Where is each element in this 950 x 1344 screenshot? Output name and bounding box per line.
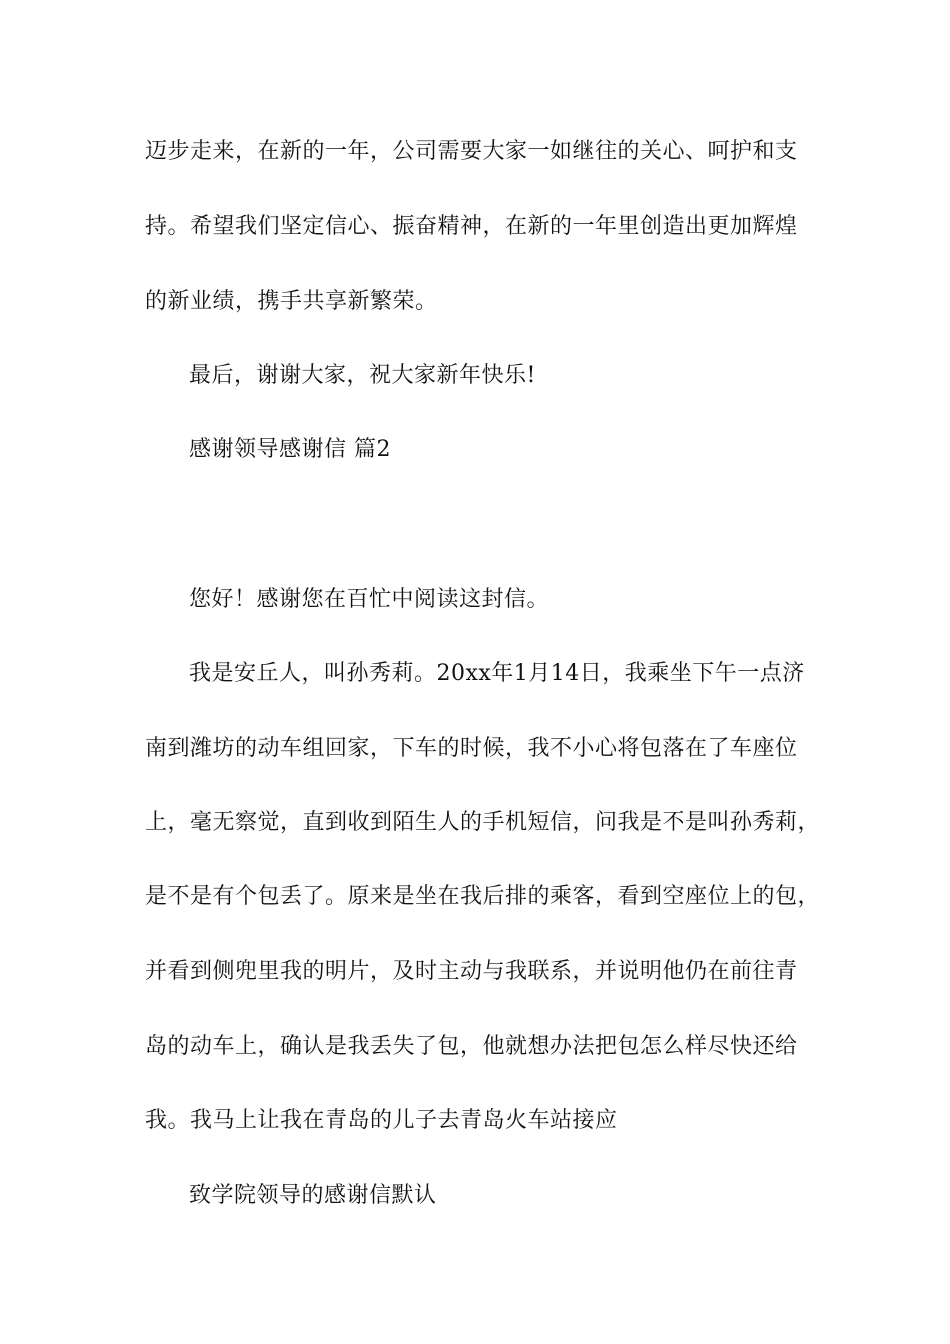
paragraph-2-line-1: 我是安丘人，叫孙秀莉。20xx年1月14日，我乘坐下午一点济 — [189, 661, 805, 686]
paragraph-2-line-5: 并看到侧兜里我的明片，及时主动与我联系，并说明他仍在前往青 — [145, 959, 798, 984]
footer-title: 致学院领导的感谢信默认 — [189, 1183, 437, 1208]
greeting-line: 您好！感谢您在百忙中阅读这封信。 — [189, 587, 550, 612]
section-title: 感谢领导感谢信 篇2 — [189, 437, 391, 462]
paragraph-2-line-3: 上，毫无察觉，直到收到陌生人的手机短信，问我是不是叫孙秀莉， — [145, 810, 821, 835]
paragraph-2-line-6: 岛的动车上，确认是我丢失了包，他就想办法把包怎么样尽快还给 — [145, 1034, 798, 1059]
paragraph-1-line-1: 迈步走来，在新的一年，公司需要大家一如继往的关心、呵护和支 — [145, 139, 798, 164]
paragraph-2-line-2: 南到潍坊的动车组回家，下车的时候，我不小心将包落在了车座位 — [145, 736, 798, 761]
paragraph-1-line-3: 的新业绩，携手共享新繁荣。 — [145, 289, 438, 314]
paragraph-2-line-7: 我。我马上让我在青岛的儿子去青岛火车站接应 — [145, 1108, 618, 1133]
closing-line: 最后，谢谢大家，祝大家新年快乐! — [189, 363, 536, 388]
paragraph-1-line-2: 持。希望我们坚定信心、振奋精神，在新的一年里创造出更加辉煌 — [145, 214, 798, 239]
paragraph-2-line-4: 是不是有个包丢了。原来是坐在我后排的乘客，看到空座位上的包， — [145, 884, 821, 909]
